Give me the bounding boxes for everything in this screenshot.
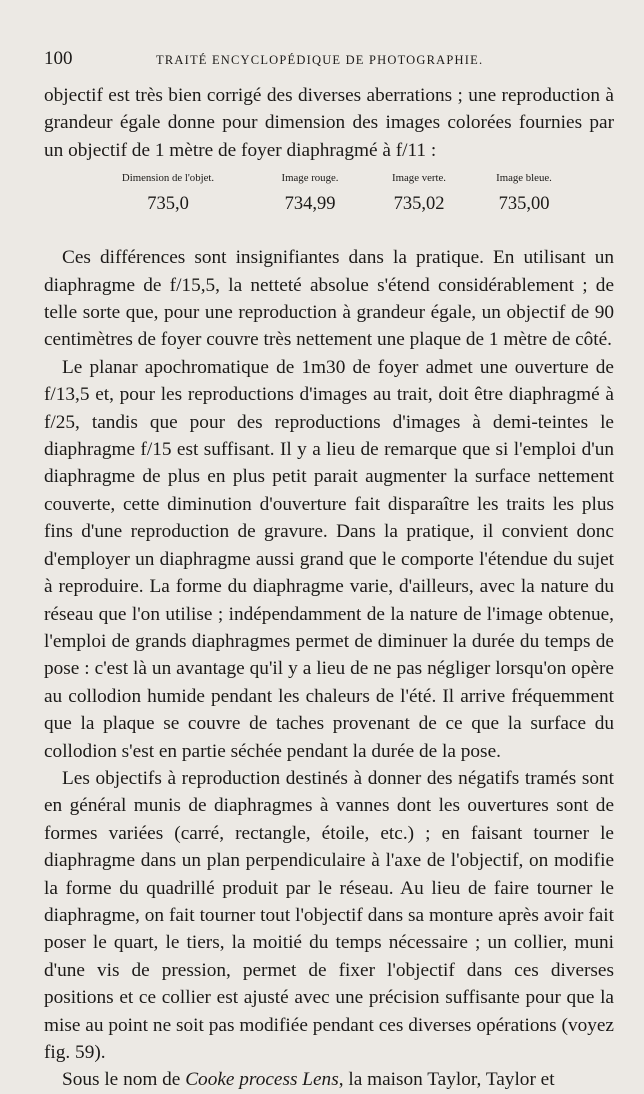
paragraph-4 bbox=[44, 1066, 614, 1093]
table-value-row bbox=[44, 194, 614, 222]
table-header-cell: Image bleue. bbox=[496, 172, 552, 185]
table-header-row bbox=[44, 172, 614, 194]
intro-paragraph: objectif est très bien corrigé des diverses aberrations ; une reproduction à grandeur égale donne pour dimension des images colorées fournies par un objectif de 1 mètre de foyer diaphragmé à f/11 : bbox=[44, 85, 614, 161]
paragraph-3: Les objectifs à reproduction destinés à donner des négatifs tramés sont en général munis de diaphragmes à vannes dont les ouvertures sont de formes variées (carré, rectangle, étoile, etc.) ; en faisant tourner le diaphragme dans un plan perpendiculaire à l'axe de l'objectif, on modifie la forme du quadrillé produit par le réseau. Au lieu de faire tourner le diaphragme, on fait tourner tout l'objectif dans sa monture après avoir fait poser le quart, le tiers, la moitié du temps nécessaire ; un collier, muni d'une vis de pression, permet de fixer l'objectif dans ces diverses positions et ce collier est ajusté avec une précision suffisante pour que la mise au point ne soit pas modifiée pendant ces diverses opérations (voyez fig. 59). bbox=[44, 767, 614, 1063]
paragraph-1: Ces différences sont insignifiantes dans la pratique. En utilisant un diaphragme de f/15,5, la netteté absolue s'étend considérablement ; de telle sorte que, pour une reproduction à grandeur égale, un objectif de 90 centimètres de foyer couvre très nettement une plaque de 1 mètre de côté. bbox=[44, 247, 614, 351]
measurement-table bbox=[44, 172, 614, 222]
table-value-cell: 735,02 bbox=[393, 194, 445, 215]
table-value-cell: 735,0 bbox=[147, 194, 189, 215]
paragraph-4-suffix: , la maison Taylor, Taylor et bbox=[338, 1069, 555, 1091]
table-header-cell: Dimension de l'objet. bbox=[121, 172, 215, 185]
table-header-cell: Image verte. bbox=[392, 172, 446, 185]
table-value-cell: 735,00 bbox=[498, 194, 550, 215]
page-number: 100 bbox=[44, 48, 73, 69]
table-value-cell: 734,99 bbox=[284, 194, 336, 215]
paragraph-4-italic: Cooke process Lens bbox=[185, 1069, 339, 1091]
page-header bbox=[44, 48, 614, 82]
table-header-cell: Image rouge. bbox=[281, 172, 339, 185]
paragraph-4-prefix: Sous le nom de bbox=[62, 1069, 186, 1091]
paragraph-2: Le planar apochromatique de 1m30 de foyer admet une ouverture de f/13,5 et, pour les reproductions d'images au trait, doit être diaphragmé à f/25, tandis que pour des reproductions d'images à demi-teintes le diaphragme f/15 est suffisant. Il y a lieu de remarque que si l'emploi d'un diaphragme de plus en plus petit parait augmenter la surface nettement couverte, cette diminution d'ouverture fait disparaître les traits les plus fins d'une reproduction de gravure. Dans la pratique, il convient donc d'employer un diaphragme aussi grand que le comporte l'étendue du sujet à reproduire. La forme du diaphragme varie, d'ailleurs, avec la nature du réseau que l'on utilise ; indépendamment de la nature de l'image obtenue, l'emploi de grands diaphragmes permet de diminuer la durée du temps de pose : c'est là un avantage qu'il y a lieu de ne pas négliger lorsqu'on opère au collodion humide pendant les chaleurs de l'été. Il arrive fréquemment que la plaque se couvre de taches provenant de ce que la surface du collodion s'est en partie séchée pendant la durée de la pose. bbox=[44, 356, 614, 762]
running-title: TRAITÉ ENCYCLOPÉDIQUE DE PHOTOGRAPHIE. bbox=[156, 53, 484, 67]
